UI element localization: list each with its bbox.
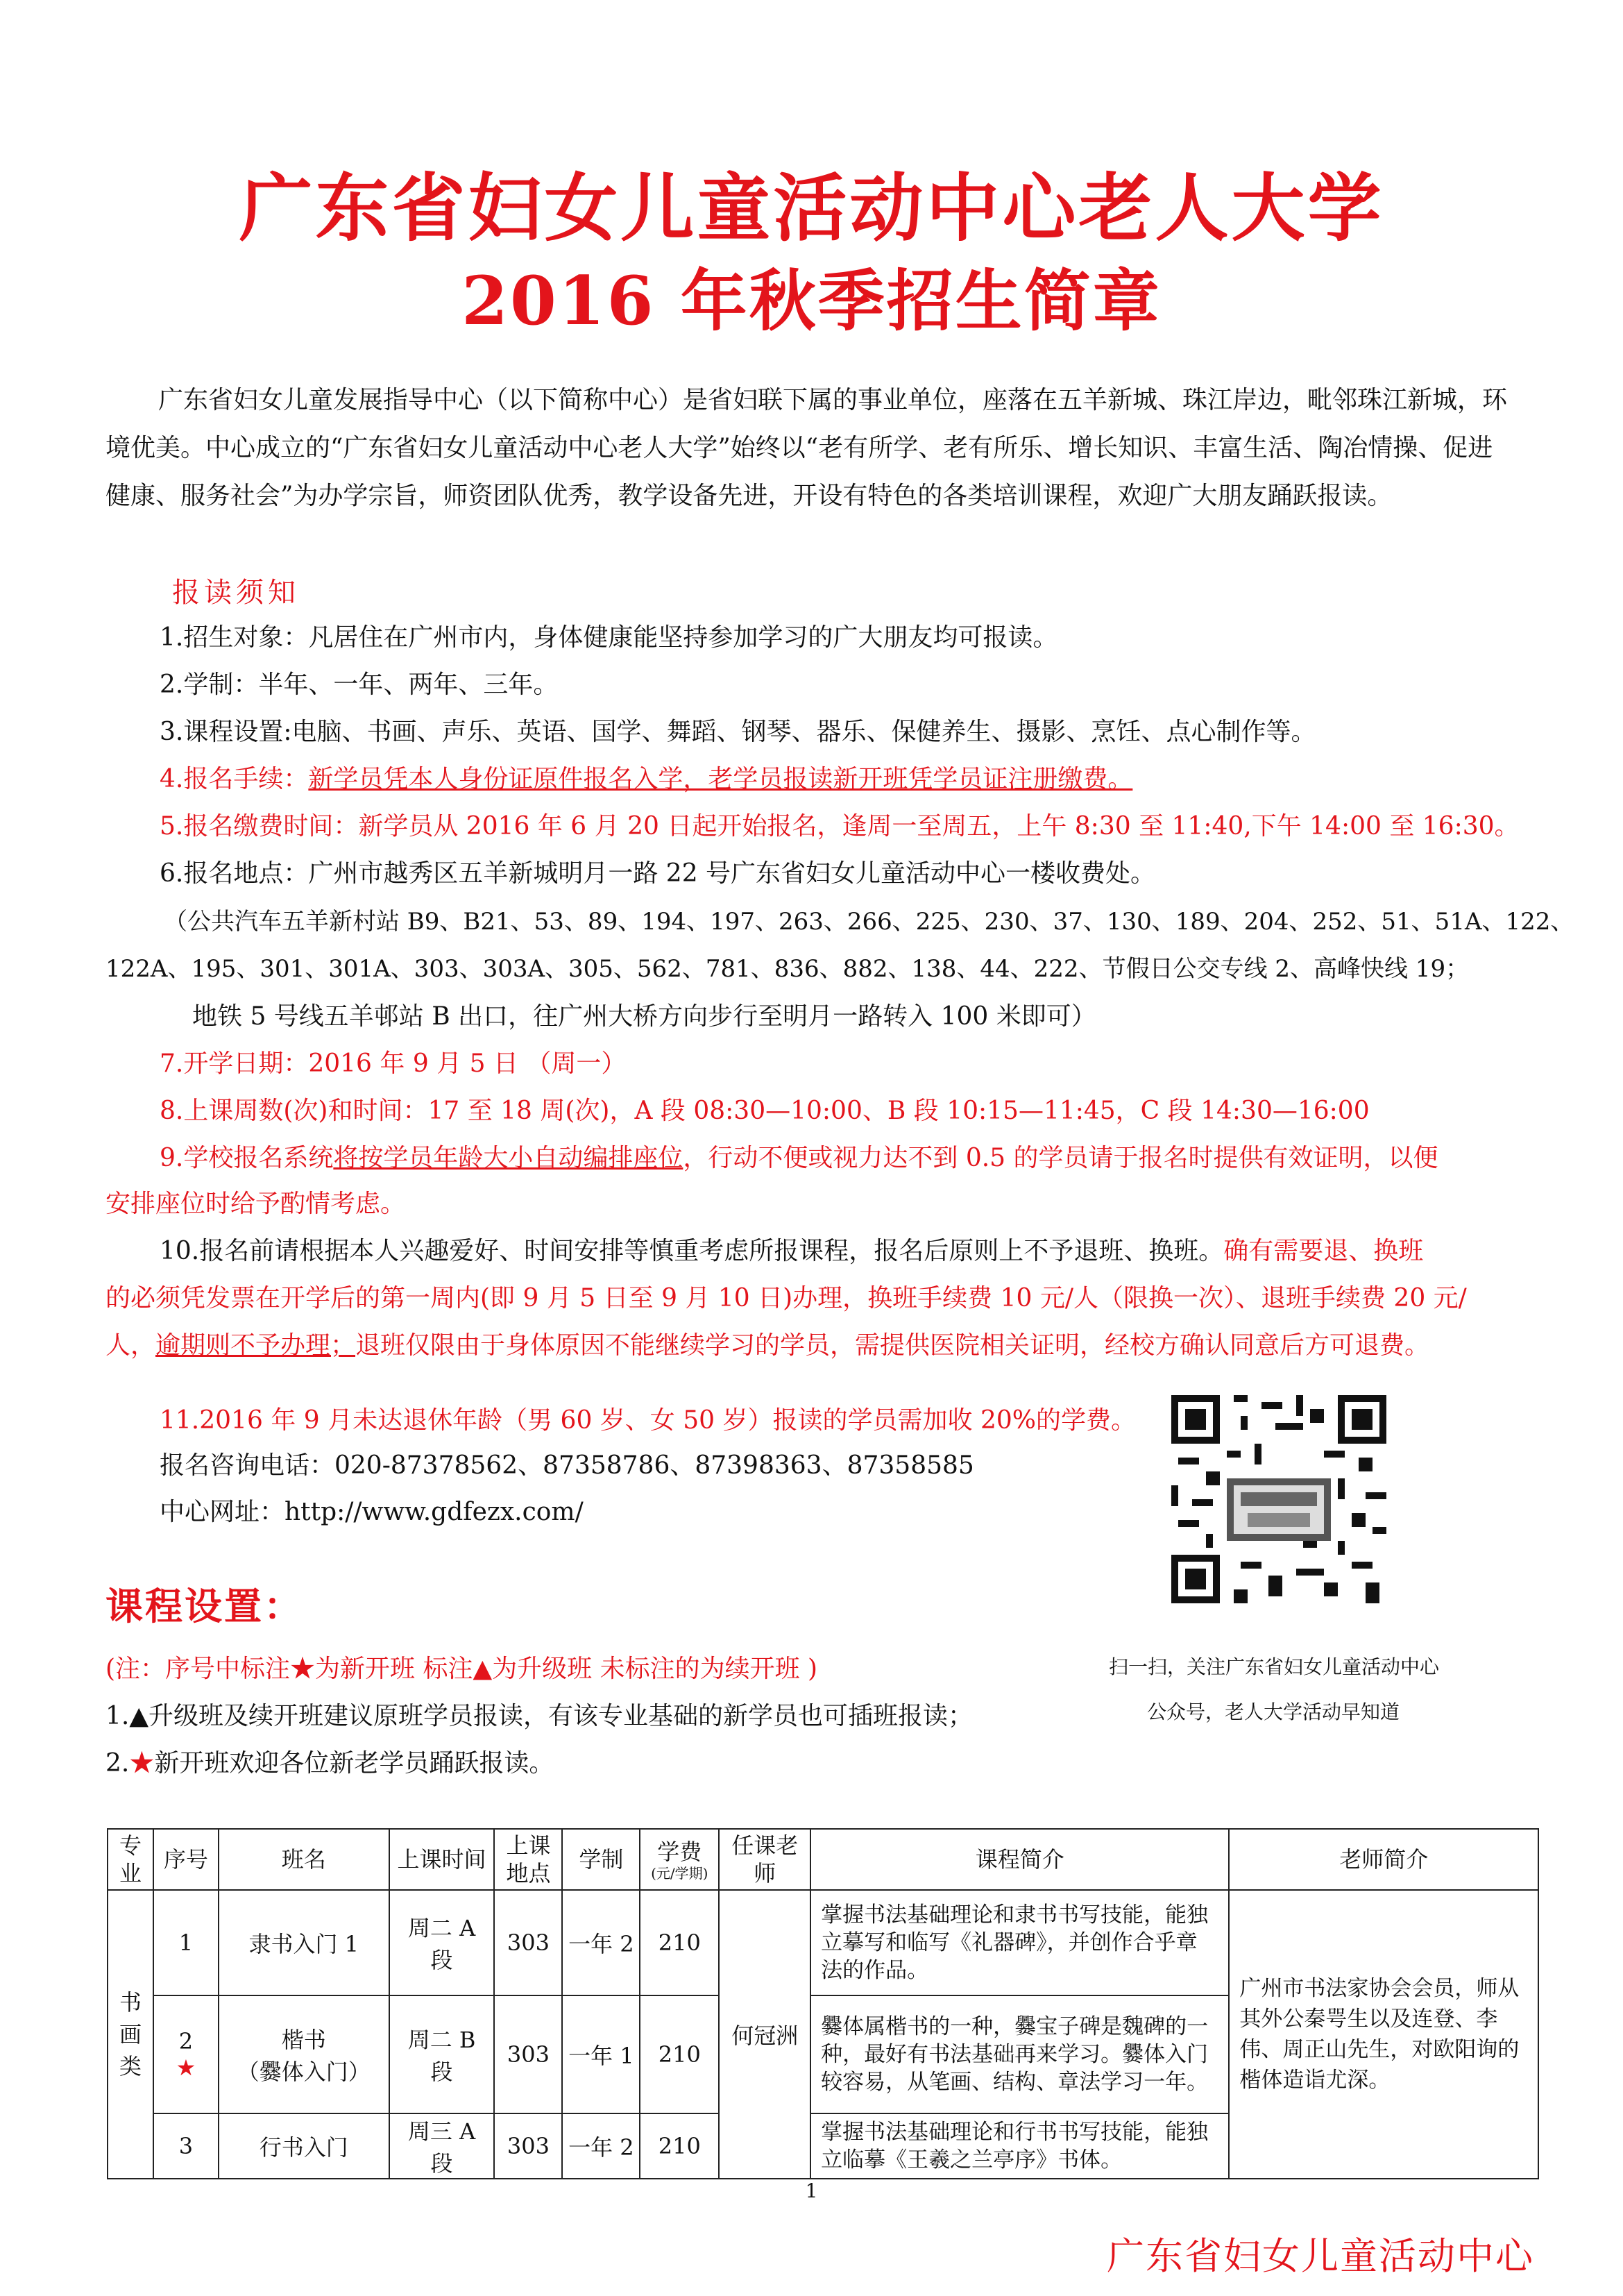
fee-cell: 210: [640, 1890, 719, 1995]
fee-cell: 210: [640, 1995, 719, 2113]
notice-item-10-black: 10.报名前请根据本人兴趣爱好、时间安排等慎重考虑所报课程，报名后原则上不予退班、换班。: [160, 1237, 1224, 1265]
notice-item-4-prefix: 4.报名手续：: [160, 765, 309, 793]
header-major: 专业: [108, 1829, 153, 1890]
notice-item-10-line-3: [105, 1326, 1429, 1361]
notice-item-8: 8.上课周数(次)和时间：17 至 18 周(次)，A 段 08:30—10:00、B 段 10:15—11:45，C 段 14:30—16:00: [160, 1097, 1370, 1125]
header-class: 班名: [219, 1829, 389, 1890]
notice-item-4-underlined: 新学员凭本人身份证原件报名入学，老学员报读新开班凭学员证注册缴费。: [308, 765, 1133, 793]
seq-cell: [153, 1995, 219, 2113]
course-section-title: 课程设置：: [105, 1584, 303, 1628]
notice-item-5: 5.报名缴费时间：新学员从 2016 年 6 月 20 日起开始报名，逢周一至周五，上午 8:30 至 11:40,下午 14:00 至 16:30。: [160, 812, 1520, 841]
qr-code: [1171, 1395, 1386, 1603]
header-time: 上课时间: [389, 1829, 495, 1890]
term-cell: 一年 2: [562, 2113, 640, 2179]
course-rule-2-prefix: 2.: [105, 1749, 130, 1778]
notice-item-9-line-2: 安排座位时给予酌情考虑。: [105, 1190, 406, 1218]
table-header-row: [108, 1829, 1538, 1890]
intro-paragraph: 广东省妇女儿童发展指导中心（以下简称中心）是省妇联下属的事业单位，座落在五羊新城、珠江岸边，毗邻珠江新城，环境优美。中心成立的“广东省妇女儿童活动中心老人大学”始终以“老有所学、老有所乐、增长知识、丰富生活、陶冶情操、促进健康、服务社会”为办学宗旨，师资团队优秀，教学设备先进，开设有特色的各类培训课程，欢迎广大朋友踊跃报读。: [105, 386, 1508, 510]
teacher-intro-cell: 广州市书法家协会会员，师从其外公秦咢生以及连登、李伟、周正山先生，对欧阳询的楷体造诣尤深。: [1229, 1890, 1538, 2179]
fee-cell: 210: [640, 2113, 719, 2179]
term-cell: 一年 1: [562, 1995, 640, 2113]
header-seq: 序号: [153, 1829, 219, 1890]
website: 中心网址：http://www.gdfezx.com/: [160, 1498, 584, 1526]
new-class-star-icon: ★: [129, 1749, 155, 1778]
notice-item-6-metro: 地铁 5 号线五羊邨站 B 出口，往广州大桥方向步行至明月一路转入 100 米即可）: [192, 1002, 1096, 1031]
seq-cell: 1: [153, 1890, 219, 1995]
notice-item-7: 7.开学日期：2016 年 9 月 5 日 （周一）: [160, 1049, 627, 1078]
header-fee-label: 学费: [657, 1839, 702, 1865]
notice-item-10-line-3-underlined: 逾期则不予办理；: [155, 1331, 356, 1360]
course-intro-cell: 爨体属楷书的一种，爨宝子碑是魏碑的一种，最好有书法基础再来学习。爨体入门较容易，从笔画、结构、章法学习一年。: [810, 1995, 1229, 2113]
notice-item-6-bus-line-1: （公共汽车五羊新村站 B9、B21、53、89、194、197、263、266、225、230、37、130、189、204、252、51、51A、122、: [164, 908, 1574, 936]
seq-cell: 3: [153, 2113, 219, 2179]
class-subtitle: （爨体入门）: [237, 2059, 371, 2085]
course-rule-2: [105, 1744, 554, 1779]
time-cell: 周三 A 段: [389, 2113, 495, 2179]
course-rule-2-text: 新开班欢迎各位新老学员踊跃报读。: [154, 1749, 554, 1778]
title-line-2: 2016 年秋季招生简章: [461, 262, 1162, 340]
class-cell: 隶书入门 1: [219, 1890, 389, 1995]
table-row: [108, 1890, 1538, 1995]
class-cell: 行书入门: [219, 2113, 389, 2179]
notice-item-9-prefix: 9.学校报名系统: [160, 1144, 334, 1172]
notice-item-1: 1.招生对象：凡居住在广州市内，身体健康能坚持参加学习的广大朋友均可报读。: [160, 623, 1058, 652]
header-teacher: 任课老师: [719, 1829, 810, 1890]
notice-item-10-line-3-rest: 退班仅限由于身体原因不能继续学习的学员，需提供医院相关证明，经校方确认同意后方可退费。: [355, 1331, 1430, 1360]
qr-caption-line-1: 扫一扫，关注广东省妇女儿童活动中心: [1109, 1655, 1440, 1678]
course-intro-cell: 掌握书法基础理论和行书书写技能，能独立临摹《王羲之兰亭序》书体。: [810, 2113, 1229, 2179]
category-cell: 书画类: [108, 1890, 153, 2179]
title-line-1: 广东省妇女儿童活动中心老人大学: [239, 164, 1384, 251]
notice-item-10-line-3-prefix: 人，: [105, 1331, 156, 1360]
header-place: 上课地点: [494, 1829, 562, 1890]
place-cell: 303: [494, 2113, 562, 2179]
notice-item-9-rest: ，行动不便或视力达不到 0.5 的学员请于报名时提供有效证明，以便: [683, 1144, 1438, 1172]
footer-brand: 广东省妇女儿童活动中心: [1107, 2234, 1534, 2278]
notice-item-9: [160, 1138, 1438, 1174]
notice-heading: 报读须知: [172, 577, 300, 609]
time-cell: 周二 B 段: [389, 1995, 495, 2113]
notice-item-10-line-2: 的必须凭发票在开学后的第一周内(即 9 月 5 日至 9 月 10 日)办理，换班手续费 10 元/人（限换一次）、退班手续费 20 元/: [105, 1284, 1467, 1312]
notice-item-9-underlined: 将按学员年龄大小自动编排座位: [333, 1144, 683, 1172]
header-teacher-intro: 老师简介: [1229, 1829, 1538, 1890]
notice-item-11: 11.2016 年 9 月未达退休年龄（男 60 岁、女 50 岁）报读的学员需加收 20%的学费。: [160, 1406, 1136, 1435]
header-fee: [640, 1829, 719, 1890]
contact-phone: 报名咨询电话：020-87378562、87358786、87398363、87358585: [160, 1451, 974, 1480]
notice-item-6-bus-line-2: 122A、195、301、301A、303、303A、305、562、781、836、882、138、44、222、节假日公交专线 2、高峰快线 19；: [105, 955, 1470, 983]
class-name: 楷书: [281, 2027, 326, 2053]
notice-item-4: [160, 759, 1132, 795]
notice-item-10: [160, 1231, 1423, 1267]
course-table: [107, 1828, 1539, 2179]
header-term: 学制: [562, 1829, 640, 1890]
seq-number: 2: [178, 2028, 194, 2054]
notice-item-3: 3.课程设置:电脑、书画、声乐、英语、国学、舞蹈、钢琴、器乐、保健养生、摄影、烹饪、点心制作等。: [160, 718, 1316, 746]
course-rule-1: 1.▲升级班及续开班建议原班学员报读，有该专业基础的新学员也可插班报读；: [105, 1702, 974, 1730]
place-cell: 303: [494, 1890, 562, 1995]
class-cell: [219, 1995, 389, 2113]
header-fee-unit: (元/学期): [651, 1865, 708, 1882]
new-class-star-icon: ★: [176, 2054, 196, 2081]
time-cell: 周二 A 段: [389, 1890, 495, 1995]
qr-caption-line-2: 公众号，老人大学活动早知道: [1147, 1700, 1400, 1723]
teacher-cell: 何冠洲: [719, 1890, 810, 2179]
place-cell: 303: [494, 1995, 562, 2113]
term-cell: 一年 2: [562, 1890, 640, 1995]
page-number: 1: [805, 2179, 818, 2202]
course-note: (注：序号中标注★为新开班 标注▲为升级班 未标注的为续开班 ): [105, 1655, 818, 1683]
notice-item-6: 6.报名地点：广州市越秀区五羊新城明月一路 22 号广东省妇女儿童活动中心一楼收费处。: [160, 859, 1156, 888]
course-intro-cell: 掌握书法基础理论和隶书书写技能，能独立摹写和临写《礼器碑》，并创作合乎章法的作品。: [810, 1890, 1229, 1995]
notice-item-2: 2.学制：半年、一年、两年、三年。: [160, 670, 559, 699]
header-intro: 课程简介: [810, 1829, 1229, 1890]
notice-item-10-red: 确有需要退、换班: [1223, 1237, 1424, 1265]
